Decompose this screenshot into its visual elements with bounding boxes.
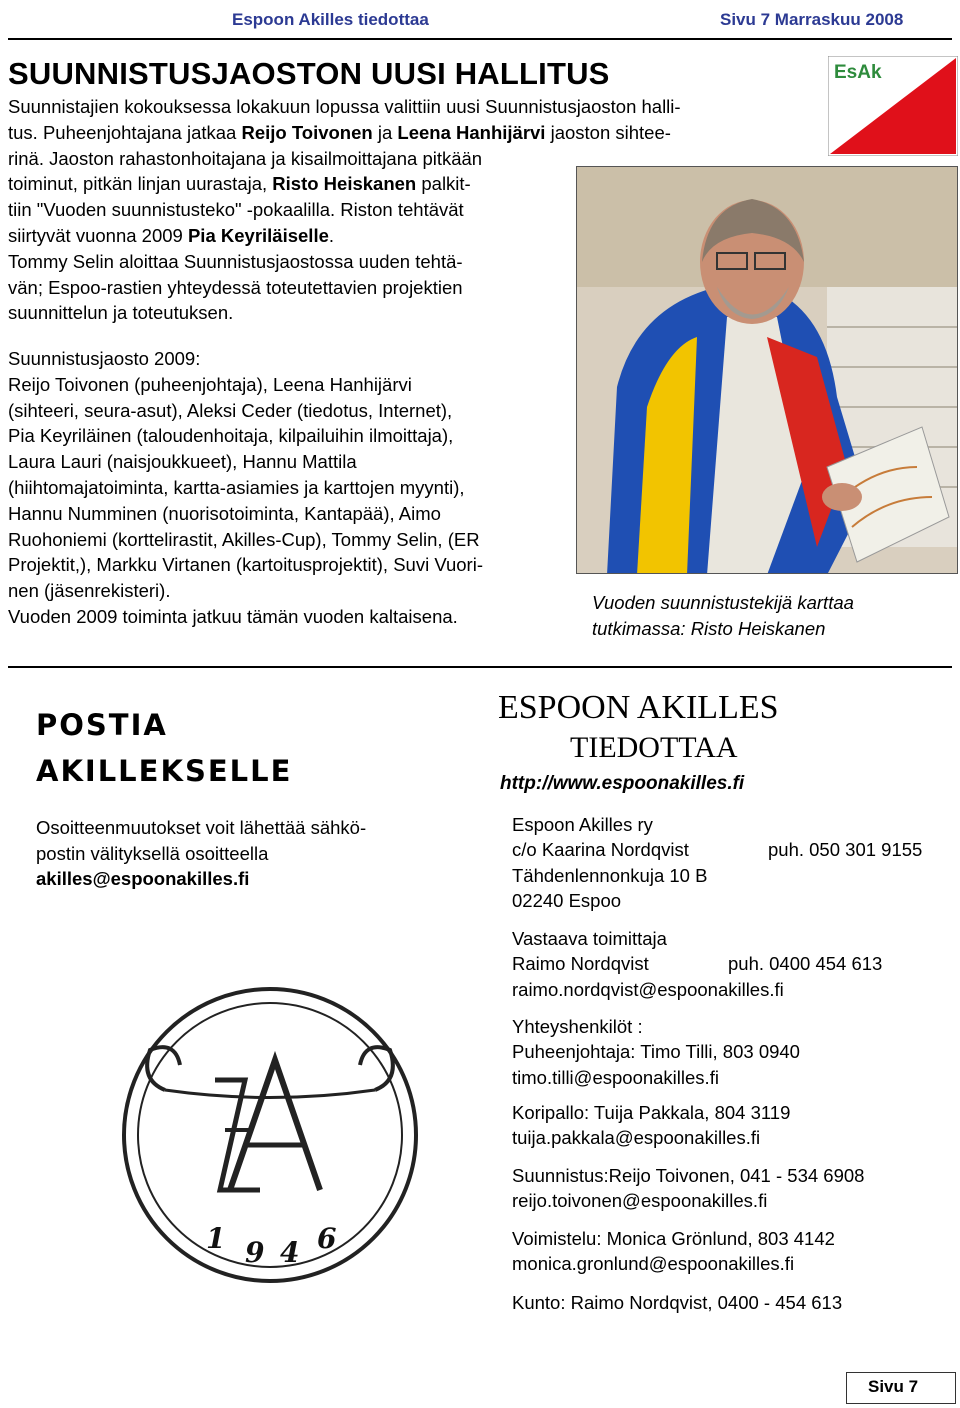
- seal-year-digit: 4: [280, 1236, 300, 1269]
- postia-title: POSTIA AKILLEKSELLE: [36, 708, 293, 788]
- seal-year-digit: 9: [245, 1236, 265, 1269]
- tiedottaa-title-2: TIEDOTTAA: [570, 731, 738, 764]
- koripallo-block: Koripallo: Tuija Pakkala, 804 3119 tuija.pakkala@espoonakilles.fi: [512, 1100, 790, 1151]
- suunnistus-email-link[interactable]: reijo.toivonen@espoonakilles.fi: [512, 1190, 768, 1212]
- website-link[interactable]: http://www.espoonakilles.fi: [500, 773, 745, 794]
- koripallo-email-link[interactable]: tuija.pakkala@espoonakilles.fi: [512, 1127, 761, 1149]
- voimistelu-email-link[interactable]: monica.gronlund@espoonakilles.fi: [512, 1253, 795, 1275]
- photo-risto-heiskanen: [576, 166, 958, 574]
- photo-caption: Vuoden suunnistustekijä karttaa tutkimassa: Risto Heiskanen: [592, 592, 854, 639]
- kunto-line: Kunto: Raimo Nordqvist, 0400 - 454 613: [512, 1292, 843, 1313]
- editor-block: Vastaava toimittaja Raimo Nordqvist puh. 0400 454 613 raimo.nordqvist@espoonakilles.fi: [512, 926, 784, 1002]
- chair-email-link[interactable]: timo.tilli@espoonakilles.fi: [512, 1066, 719, 1088]
- header-divider: [8, 38, 952, 40]
- club-seal-emblem: [120, 980, 420, 1290]
- tiedottaa-title-1: ESPOON AKILLES: [498, 689, 779, 726]
- header-publication-title: Espoon Akilles tiedottaa: [232, 10, 429, 29]
- logo-text: EsAk: [834, 62, 882, 83]
- suunnistus-block: Suunnistus:Reijo Toivonen, 041 - 534 6908 reijo.toivonen@espoonakilles.fi: [512, 1163, 864, 1214]
- editor-email-link[interactable]: raimo.nordqvist@espoonakilles.fi: [512, 978, 784, 1000]
- article-title: SUUNNISTUSJAOSTON UUSI HALLITUS: [8, 56, 610, 91]
- address-block: Espoon Akilles ry c/o Kaarina Nordqvist puh. 050 301 9155 Tähdenlennonkuja 10 B 02240 Espoo: [512, 814, 923, 911]
- voimistelu-block: Voimistelu: Monica Grönlund, 803 4142 monica.gronlund@espoonakilles.fi: [512, 1226, 835, 1277]
- seal-year-digit: 6: [317, 1222, 337, 1255]
- photo-illustration: [577, 167, 958, 574]
- header-page-date: Sivu 7 Marraskuu 2008: [720, 10, 904, 29]
- postia-email-link[interactable]: akilles@espoonakilles.fi: [36, 868, 250, 889]
- postia-text: Osoitteenmuutokset voit lähettää sähkö- postin välityksellä osoitteella akilles@espoonakilles.fi: [36, 815, 366, 892]
- esak-logo: [828, 56, 958, 156]
- seal-monogram: [215, 1060, 320, 1190]
- page-number: Sivu 7: [868, 1377, 919, 1396]
- section-divider: [8, 666, 952, 668]
- chair-block: Yhteyshenkilöt : Puheenjohtaja: Timo Tilli, 803 0940 timo.tilli@espoonakilles.fi: [512, 1014, 800, 1090]
- seal-year-digit: 1: [206, 1222, 226, 1255]
- article-paragraph-2: Suunnistusjaosto 2009: Reijo Toivonen (puheenjohtaja), Leena Hanhijärvi (sihteeri, seura-asut), Aleksi Ceder (tiedotus, Internet), Pia Keyriläinen (taloudenhoitaja, kilpailuihin ilmoittaja), Laura Lauri (naisjoukkueet), Hannu Mattila (hiihtomajatoiminta, kartta-asiamies ja karttojen myynti), Hannu Numminen (nuorisotoiminta, Kantapää), Aimo Ruohoniemi (korttelirastit, Akilles-Cup), Tommy Selin, (ER Projektit,), Markku Virtanen (kartoitusprojektit), Suvi Vuori- nen (jäsenrekisteri). Vuoden 2009 toiminta jatkuu tämän vuoden kaltaisena.: [8, 348, 483, 627]
- article-paragraph-1: Suunnistajien kokouksessa lokakuun lopussa valittiin uusi Suunnistusjaoston halli- tus. Puheenjohtajana jatkaa Reijo Toivonen ja Leena Hanhijärvi jaoston sihtee- rinä. Jaoston rahastonhoitajana ja kisailmoittajana pitkään toiminut, pitkän linjan uurastaja, Risto Heiskanen palkit- tiin "Vuoden suunnistusteko" -pokaalilla. Riston tehtävät siirtyvät vuonna 2009 Pia Keyriläiselle. Tommy Selin aloittaa Suunnistusjaostossa uuden tehtä- vän; Espoo-rastien yhteydessä toteutettavien projektien suunnittelun ja toteutuksen.: [8, 96, 681, 324]
